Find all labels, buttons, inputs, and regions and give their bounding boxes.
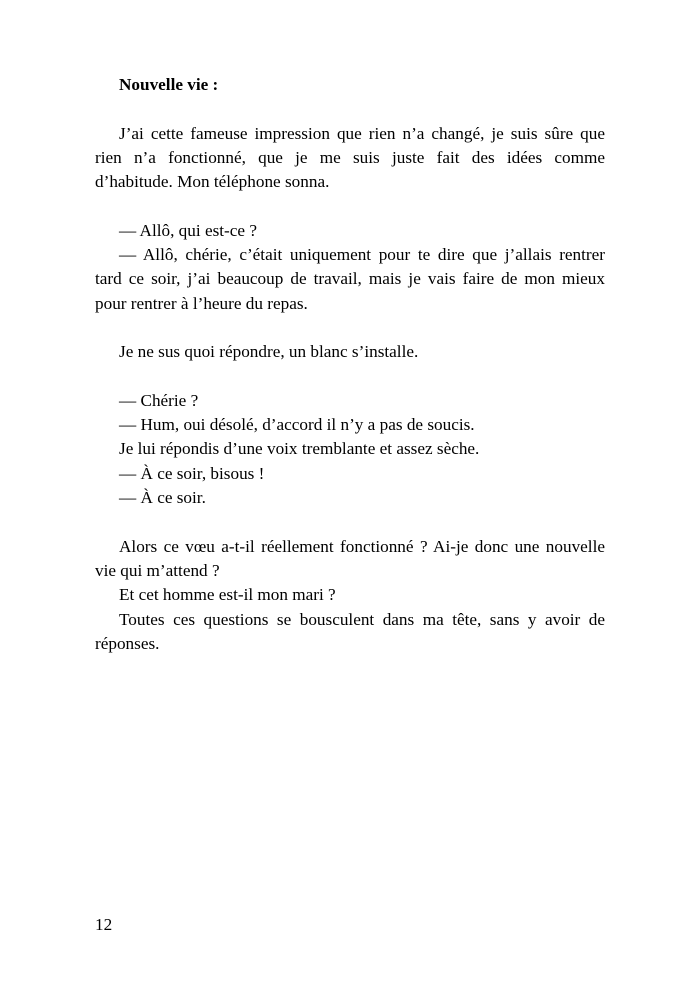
paragraph-line: Et cet homme est-il mon mari ? (119, 585, 336, 605)
page-body (95, 73, 605, 656)
dialogue-line: — Chérie ? (119, 390, 199, 410)
narration-line: Je lui répondis d’une voix tremblante et assez sèche. (119, 439, 480, 459)
blank-line (95, 365, 605, 389)
chapter-title: Nouvelle vie : (119, 75, 219, 94)
dialogue-line: tard ce soir, j’ai beaucoup de travail, mais je vais faire de mon mieux (95, 269, 605, 289)
dialogue-line: — Hum, oui désolé, d’accord il n’y a pas de soucis. (119, 415, 475, 435)
paragraph-line: Je ne sus quoi répondre, un blanc s’installe. (119, 342, 419, 362)
blank-line (95, 194, 605, 218)
paragraph-line: d’habitude. Mon téléphone sonna. (95, 172, 330, 192)
paragraph-line: Toutes ces questions se bousculent dans ma tête, sans y avoir de (119, 609, 605, 629)
paragraph-line: réponses. (95, 633, 160, 653)
dialogue-line: — Allô, chérie, c’était uniquement pour te dire que j’allais rentrer (119, 245, 605, 265)
paragraph-line: J’ai cette fameuse impression que rien n’a changé, je suis sûre que (119, 123, 605, 143)
paragraph-line: Alors ce vœu a-t-il réellement fonctionné ? Ai-je donc une nouvelle (119, 536, 605, 556)
dialogue-line: — À ce soir. (119, 488, 206, 508)
paragraph-line: vie qui m’attend ? (95, 560, 220, 580)
dialogue-line: pour rentrer à l’heure du repas. (95, 293, 308, 313)
dialogue-line: — À ce soir, bisous ! (119, 463, 265, 483)
page-number: 12 (95, 915, 113, 934)
blank-line (95, 316, 605, 340)
paragraph-line: rien n’a fonctionné, que je me suis juste fait des idées comme (95, 147, 605, 167)
dialogue-line: — Allô, qui est-ce ? (119, 220, 257, 240)
blank-line (95, 510, 605, 534)
blank-line (95, 97, 605, 121)
